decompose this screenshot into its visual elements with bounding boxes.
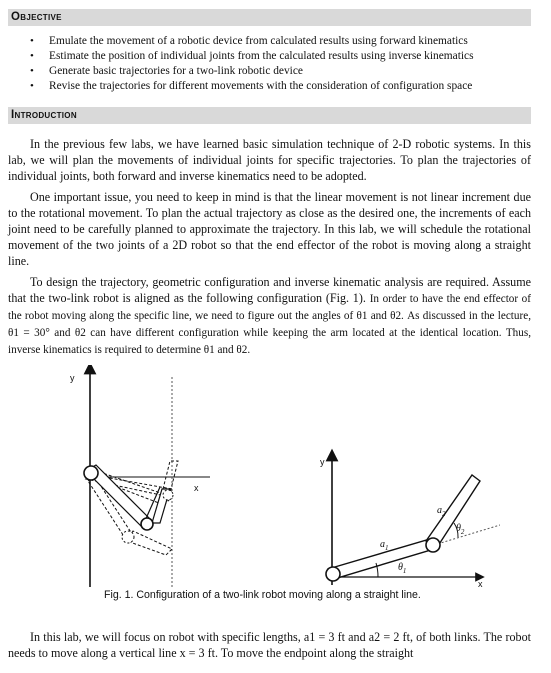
- left-y-axis-label: y: [70, 373, 75, 383]
- intro-paragraph-2: One important issue, you need to keep in mind is that the linear movement is not linear increment due to the rotational movement. To plan the actual trajectory as close as the desired one, the increments of each joint need to be carefully planned to approximate the trajectory. In this lab, we will schedule the rotational movement of the two joints of a 2D robot so that the end effector of the robot is moving along a straight line.: [8, 190, 531, 268]
- label-theta1: $\theta_1$: [398, 562, 407, 575]
- label-a1: $a_1$: [380, 539, 389, 552]
- intro-paragraph-3b: In order to have the end effector of the robot moving along the specific line, we need to figure out the angles of θ1 and θ2. As discussed in the lecture, θ1 = 30° and θ2 can have different configuration while keeping the arm located at the identical location. Thus, inverse kinematics is required to determine θ1 and θ2.: [8, 293, 531, 356]
- left-x-axis-label: x: [194, 483, 199, 493]
- label-a2: $a_2$: [437, 505, 446, 518]
- intro-paragraph-3a: To design the trajectory, geometric configuration and inverse kinematic analysis are required. Assume that the two-link robot is aligned as the following configuration (Fig. 1).: [8, 275, 531, 305]
- figure-caption: Fig. 1. Configuration of a two-link robot moving along a straight line.: [104, 589, 421, 601]
- objective-item: • Estimate the position of individual joints from the calculated results using inverse kinematics: [30, 49, 530, 64]
- right-y-axis-label: y: [320, 457, 325, 467]
- objective-list: [30, 34, 530, 94]
- objective-item: • Revise the trajectories for different movements with the consideration of configuration space: [30, 79, 530, 94]
- right-diagram: [320, 455, 500, 589]
- intro-paragraph-3: [8, 274, 531, 358]
- right-x-axis-label: x: [478, 579, 483, 589]
- left-diagram: [70, 368, 210, 587]
- figure-1: [60, 365, 500, 605]
- introduction-heading: Introduction: [8, 107, 531, 124]
- objective-item: • Generate basic trajectories for a two-link robotic device: [30, 64, 530, 79]
- label-theta2: $\theta_2$: [456, 523, 465, 536]
- objective-item: • Emulate the movement of a robotic device from calculated results using forward kinematics: [30, 34, 530, 49]
- objective-heading: Objective: [8, 9, 531, 26]
- intro-paragraph-1: In the previous few labs, we have learned basic simulation technique of 2-D robotic systems. In this lab, we will plan the movements of individual joints for specific trajectories. To plan the trajectories of individual joints, both forward and inverse kinematics need to be adopted.: [8, 137, 531, 183]
- intro-paragraph-4: In this lab, we will focus on robot with specific lengths, a1 = 3 ft and a2 = 2 ft, of both links. The robot needs to move along a vertical line x = 3 ft. To move the endpoint along the straight: [8, 630, 531, 660]
- robot-configuration-diagram: [60, 365, 500, 605]
